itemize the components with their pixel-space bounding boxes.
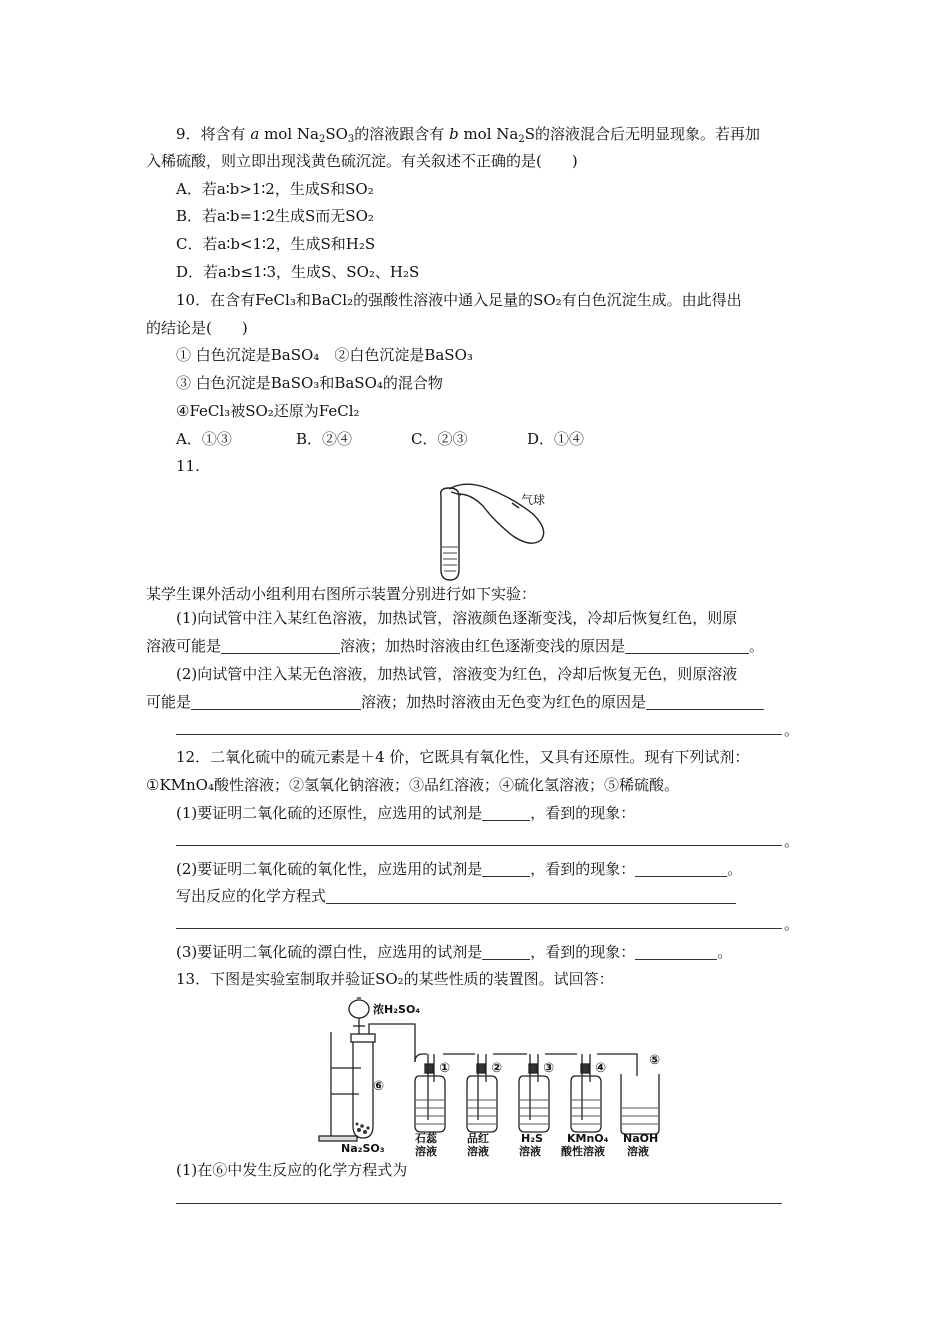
conc-sulfuric-acid-label: 浓H₂SO₄ bbox=[373, 1003, 421, 1016]
q9-option-b: B．若a∶b=1∶2生成S而无SO₂ bbox=[176, 207, 374, 225]
q11-number: 11. bbox=[176, 457, 200, 475]
bottle-4-number: ④ bbox=[595, 1061, 607, 1076]
q10-choice-c: C．②③ bbox=[411, 430, 468, 448]
bottle-2-label-1: 品红 bbox=[467, 1132, 489, 1145]
q10-statement-1-2: ① 白色沉淀是BaSO₄ ②白色沉淀是BaSO₃ bbox=[176, 346, 473, 364]
q9-option-d: D．若a∶b≤1∶3，生成S、SO₂、H₂S bbox=[176, 263, 420, 281]
beaker-label-1: NaOH bbox=[623, 1132, 659, 1145]
q12-part2: (2)要证明二氧化硫的氧化性，应选用的试剂是 ，看到的现象： 。 bbox=[176, 860, 743, 878]
bottle-1-number: ① bbox=[439, 1061, 451, 1076]
q13-stem: 13．下图是实验室制取并验证SO₂的某些性质的装置图。试回答： bbox=[176, 970, 614, 988]
beaker bbox=[621, 1074, 659, 1134]
q9-stem-line2: 入稀硫酸，则立即出现浅黄色硫沉淀。有关叙述不正确的是( ) bbox=[146, 152, 578, 170]
q9-option-a: A．若a∶b>1∶2，生成S和SO₂ bbox=[176, 180, 374, 198]
bottle-1-label-2: 溶液 bbox=[415, 1145, 437, 1158]
q10-stem-line2: 的结论是( ) bbox=[146, 319, 248, 337]
bottle-2-label-2: 溶液 bbox=[467, 1145, 489, 1158]
beaker-number: ⑤ bbox=[649, 1053, 661, 1068]
q10-choice-a: A．①③ bbox=[176, 430, 232, 448]
q11-part1-line1: (1)向试管中注入某红色溶液，加热试管，溶液颜色逐渐变浅，冷却后恢复红色，则原 bbox=[176, 609, 738, 627]
q10-stem-line1: 10．在含有FeCl₃和BaCl₂的强酸性溶液中通入足量的SO₂有白色沉淀生成。由此得出 bbox=[176, 291, 742, 309]
q12-part1: (1)要证明二氧化硫的还原性，应选用的试剂是 ，看到的现象： bbox=[176, 804, 636, 822]
q11-part1-blank-1[interactable] bbox=[221, 639, 340, 654]
q11-intro: 某学生课外活动小组利用右图所示装置分别进行如下实验： bbox=[146, 585, 537, 603]
q12-part1-reagent-blank[interactable] bbox=[482, 806, 530, 821]
q11-part2-line2: 可能是 溶液；加热时溶液由无色变为红色的原因是 bbox=[146, 692, 764, 712]
q12-part2-equation-blank[interactable] bbox=[326, 889, 736, 904]
q12-part2-phenomenon-blank[interactable] bbox=[635, 862, 727, 877]
q13-part1-answer-line[interactable] bbox=[176, 1203, 782, 1204]
bottle-3-label-2: 溶液 bbox=[519, 1145, 541, 1158]
q12-part3-phenomenon-blank[interactable] bbox=[635, 945, 717, 960]
q11-part1-line2: 溶液可能是 溶液；加热时溶液由红色逐渐变浅的原因是 。 bbox=[146, 637, 765, 655]
bottle-3-number: ③ bbox=[543, 1061, 555, 1076]
q12-part3-reagent-blank[interactable] bbox=[482, 945, 530, 960]
sodium-sulfite-label: Na₂SO₃ bbox=[341, 1142, 385, 1155]
wash-bottles bbox=[415, 1054, 659, 1134]
q11-part2-blank-1[interactable] bbox=[191, 695, 361, 710]
q10-statement-4: ④FeCl₃被SO₂还原为FeCl₂ bbox=[176, 402, 360, 420]
balloon-test-tube-figure bbox=[425, 480, 575, 582]
bottle-4-label-2: 酸性溶液 bbox=[561, 1145, 605, 1158]
q12-part1-end: 。 bbox=[784, 832, 800, 850]
bottle-4-label-1: KMnO₄ bbox=[567, 1132, 609, 1145]
q9-stem-line1: 9．将含有 a mol $Na_2SO_3$的溶液跟含有 b mol $Na_2S$的溶液混合后无明显现象。若再加 bbox=[176, 125, 760, 145]
q12-part2-equation-line: 写出反应的化学方程式 bbox=[176, 886, 736, 906]
separatory-funnel bbox=[349, 1000, 369, 1018]
q11-part1-blank-2[interactable] bbox=[625, 639, 749, 654]
bottle-3-label-1: H₂S bbox=[521, 1132, 543, 1145]
flask-number-6: ⑥ bbox=[373, 1079, 385, 1094]
bottle-1-label-1: 石蕊 bbox=[415, 1132, 437, 1145]
q13-part1: (1)在⑥中发生反应的化学方程式为 bbox=[176, 1161, 408, 1179]
q12-part3: (3)要证明二氧化硫的漂白性，应选用的试剂是 ，看到的现象： 。 bbox=[176, 943, 733, 961]
q11-part2-answer-line[interactable] bbox=[176, 734, 782, 735]
q10-statement-3: ③ 白色沉淀是BaSO₃和BaSO₄的混合物 bbox=[176, 374, 443, 392]
q11-part2-blank-2[interactable] bbox=[646, 695, 764, 710]
bottle-2-number: ② bbox=[491, 1061, 503, 1076]
q12-part2-end: 。 bbox=[784, 915, 800, 933]
liquid-levels bbox=[416, 1100, 658, 1124]
beaker-label-2: 溶液 bbox=[627, 1145, 649, 1158]
q12-part2-answer-line[interactable] bbox=[176, 928, 782, 929]
q12-part1-answer-line[interactable] bbox=[176, 845, 782, 846]
q12-stem-line1: 12．二氧化硫中的硫元素是＋4 价，它既具有氧化性，又具有还原性。现有下列试剂： bbox=[176, 748, 750, 766]
q10-choice-d: D．①④ bbox=[527, 430, 585, 448]
so2-apparatus-figure bbox=[315, 996, 675, 1158]
tube-liquid bbox=[442, 547, 458, 571]
balloon-label: 气球 bbox=[521, 493, 546, 507]
q12-stem-line2: ①KMnO₄酸性溶液；②氢氧化钠溶液；③品红溶液；④硫化氢溶液；⑤稀硫酸。 bbox=[146, 776, 679, 794]
test-tube bbox=[441, 496, 459, 580]
q11-part2-end: 。 bbox=[784, 721, 800, 739]
q12-part2-reagent-blank[interactable] bbox=[482, 862, 530, 877]
q9-option-c: C．若a∶b<1∶2，生成S和H₂S bbox=[176, 235, 376, 253]
stand-base bbox=[319, 1136, 357, 1141]
q10-choice-b: B．②④ bbox=[296, 430, 353, 448]
q11-part2-line1: (2)向试管中注入某无色溶液，加热试管，溶液变为红色，冷却后恢复无色，则原溶液 bbox=[176, 665, 738, 683]
